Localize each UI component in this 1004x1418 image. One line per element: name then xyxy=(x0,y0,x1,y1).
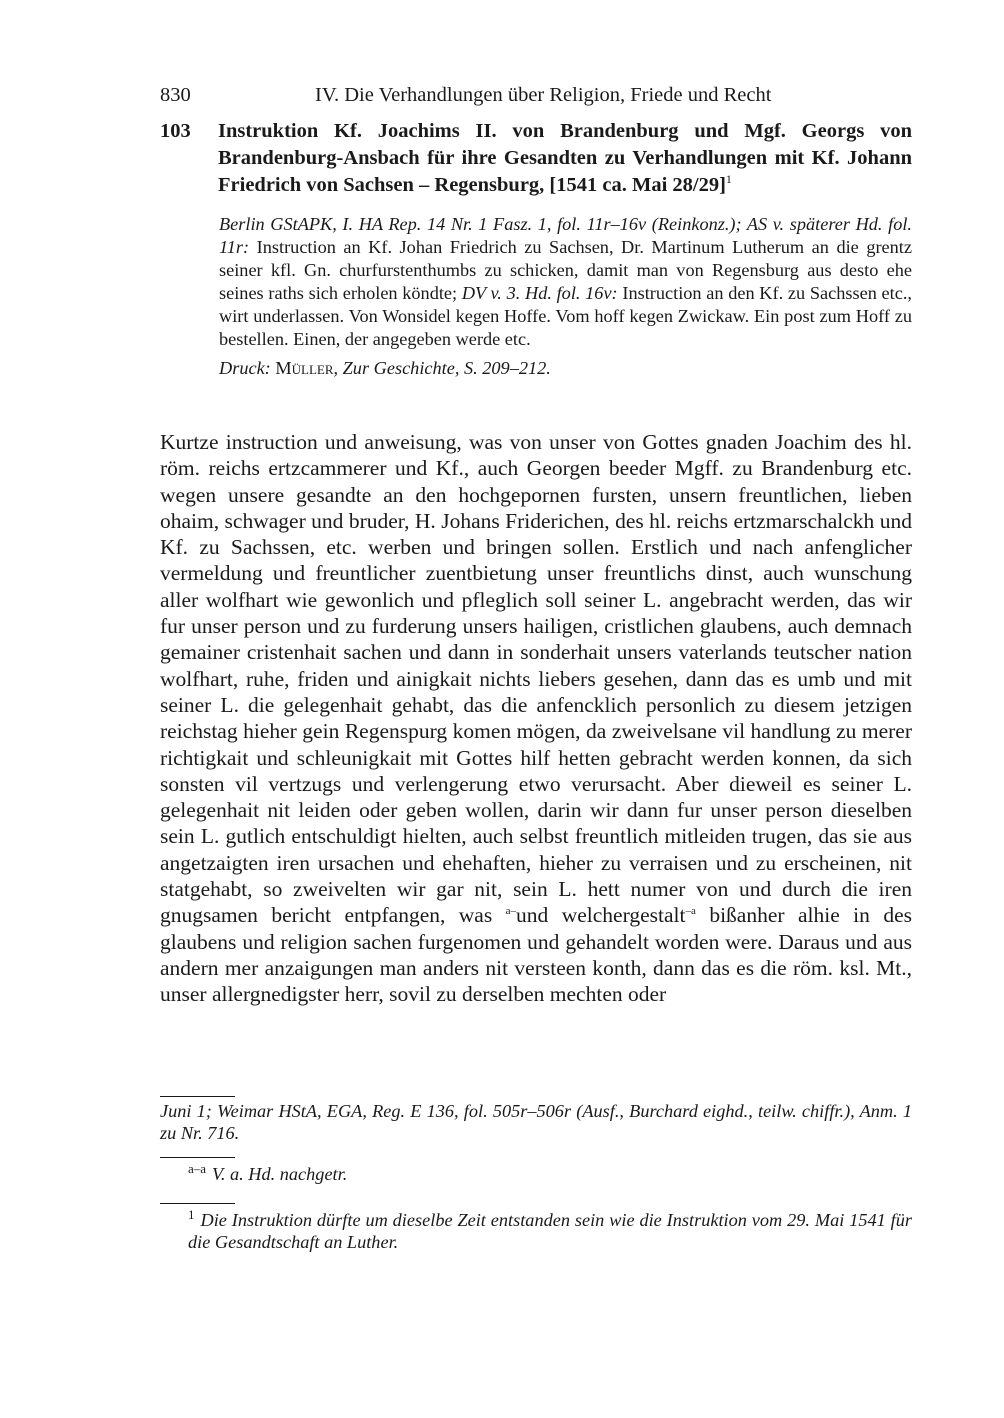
footnote-1 xyxy=(160,1206,912,1253)
main-text-part-2: bißanher alhie in des glaubens und religion sachen furgenomen und gehandelt worden were. Daraus und aus andern mer anzaigungen man anders nit versteen konth, dann das es die röm. ksl. Mt., unser allergnedigster herr, sovil zu derselben mechten oder xyxy=(160,903,912,1007)
document-number: 103 xyxy=(160,120,191,142)
running-title: IV. Die Verhandlungen über Religion, Friede und Recht xyxy=(315,84,772,106)
main-text-part-1: Kurtze instruction und anweisung, was von unser von Gottes gnaden Joachim des hl. röm. reichs ertzcammerer und Kf., auch Georgen beeder Mgff. zu Brandenburg etc. wegen unsere gesandte an den hochgepornen fursten, unsern freuntlichen, lieben ohaim, schwager und bruder, H. Johans Friderichen, des hl. reichs ertzmarschalckh und Kf. zu Sachssen, etc. werben und bringen sollen. Erstlich und nach anfenglicher vermeldung und freuntlicher zuentbietung unser freuntlichs dinst, auch wunschung aller wolfhart wie gewonlich und pfleglich soll seiner L. angebracht werden, das wir fur unser person und zu furderung unsers hailigen, cristlichen glaubens, auch demnach gemainer cristenhait sachen und dann in sonderhait unsers vaterlands teutscher nation wolfhart, ruhe, friden und ainigkait nichts liebers gesehen, dann das es umb und mit seiner L. die gelegenhait gehabt, das die anfencklich personlich zu diesem jetzigen reichstag hieher gein Regenspurg komen mögen, da zweivelsane vil handlung zu merer richtigkait und schleunigkait mit Gottes hilf hetten gebracht werden konnen, da sich sonsten vil vertzugs und verlengerung etwo verursacht. Aber dieweil es seiner L. gelegenhait nit leiden oder geben wollen, darin wir dann fur unser person dieselben sein L. gutlich entschuldigt hielten, auch selbst freuntlich mitleiden trugen, das sie aus angetzaigten iren ursachen und ehehaften, hieher zu verraisen und zu erscheinen, nit statgehabt, so zweivelten wir gar nit, sein L. hett numer von und durch die iren gnugsamen bericht entpfangen, was xyxy=(160,430,912,928)
variant-close-marker: –a xyxy=(685,905,696,918)
document-title-text: Instruktion Kf. Joachims II. von Brandenburg und Mgf. Georgs von Brandenburg-Ansbach für ihre Gesandten zu Verhandlungen mit Kf. Johann Friedrich von Sachsen – Regensburg, [1541 ca. Mai 28/29] xyxy=(218,120,912,196)
footnote-rule-numbered xyxy=(160,1203,235,1204)
document-heading xyxy=(160,118,912,199)
dorsal-note-reference: DV v. 3. Hd. fol. 16v: xyxy=(461,283,618,303)
archive-description xyxy=(219,213,912,351)
main-text xyxy=(160,429,912,1008)
footnote-variant-mark: a–a xyxy=(188,1160,207,1176)
print-citation: , Zur Geschichte, S. 209–212. xyxy=(333,358,551,378)
main-paragraph xyxy=(160,429,912,1008)
variant-open-marker: a– xyxy=(505,905,517,918)
source-note xyxy=(219,213,912,380)
document-title xyxy=(218,118,912,199)
print-reference xyxy=(219,357,912,380)
title-footnote-marker: 1 xyxy=(725,172,732,187)
footnote-variant-line xyxy=(160,1160,912,1185)
footnote-variant-text: V. a. Hd. nachgetr. xyxy=(212,1164,348,1184)
print-label: Druck: xyxy=(219,358,271,378)
footnote-continued xyxy=(160,1100,912,1144)
footnote-continued-text: Juni 1; Weimar HStA, EGA, Reg. E 136, fol. 505r–506r (Ausf., Burchard eighd., teilw. chiffr.), Anm. 1 zu Nr. 716. xyxy=(160,1101,912,1143)
endorsement-text: Instruction an Kf. Johan Friedrich zu Sachsen, Dr. Martinum Lutherum an die grentz seiner kfl. Gn. churfurstenthumbs zu schicken, damit man von Regensburg aus desto ehe seines raths sich erholen köndte; xyxy=(219,237,912,303)
variant-text: und welchergestalt xyxy=(516,903,686,928)
footnote-rule-variant xyxy=(160,1157,235,1158)
footnote-rule-continued xyxy=(160,1096,235,1097)
footnote-variant xyxy=(160,1160,912,1185)
archive-reference: Berlin GStAPK, I. HA Rep. 14 Nr. 1 Fasz. 1, fol. 11r–16v (Reinkonz.); AS v. späterer Hd. fol. 11r: xyxy=(219,214,912,257)
footnote-1-line xyxy=(160,1206,912,1253)
dorsal-note-text: Instruction an den Kf. zu Sachssen etc., wirt underlassen. Von Wonsidel kegen Hoffe. Vom hoff kegen Zwickaw. Ein post zum Hoff zu bestellen. Einen, der angegeben werde etc. xyxy=(219,283,912,349)
footnote-1-text: Die Instruktion dürfte um dieselbe Zeit entstanden sein wie die Instruktion vom 29. Mai 1541 für die Gesandtschaft an Luther. xyxy=(188,1210,912,1252)
print-author: Müller xyxy=(275,358,334,378)
running-head xyxy=(160,80,912,110)
page-number: 830 xyxy=(160,84,191,106)
footnote-1-mark: 1 xyxy=(188,1206,195,1222)
